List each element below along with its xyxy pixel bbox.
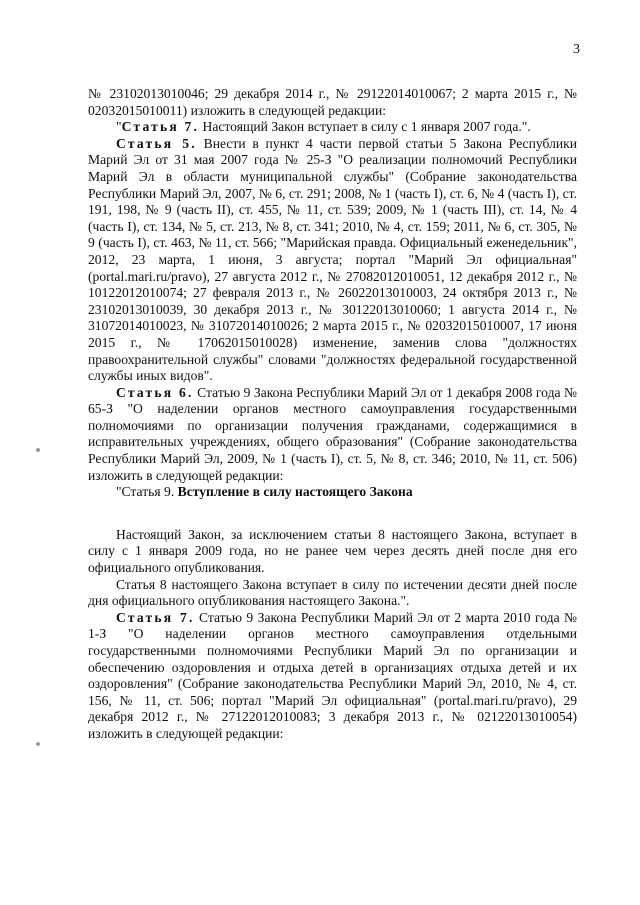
article-6-text: Статью 9 Закона Республики Марий Эл от 1 декабря 2008 года № 65-З "О наделении органов местного самоуправления государственными полномочиями по организации получения гражданами, содержащимися в исправительных учреждениях, общего образования" (Собрание законодательства Республики Марий Эл, 2009, № 1 (часть I), ст. 5, № 8, ст. 346; 2010, № 11, ст. 506) изложить в следующей редакции: — [88, 384, 578, 483]
article-6-label: Статья 6. — [116, 384, 194, 400]
paragraph-continuation: № 23102013010046; 29 декабря 2014 г., № 29122014010067; 2 марта 2015 г., № 02032015010011) изложить в следующей редакции: — [88, 86, 577, 118]
blank-line — [88, 501, 577, 527]
article-9-title: Вступление в силу настоящего Закона — [177, 484, 413, 500]
article-5-label: Статья 5. — [116, 135, 197, 151]
paragraph-law-entry-1: Настоящий Закон, за исключением статьи 8 настоящего Закона, вступает в силу с 1 января 2009 года, но не ранее чем через десять дней после дня его официального опубликования. — [88, 526, 577, 576]
scan-mark — [36, 448, 40, 452]
page-number: 3 — [573, 42, 580, 57]
paragraph-law-entry-2: Статья 8 настоящего Закона вступает в силу по истечении десяти дней после дня официального опубликования настоящего Закона.". — [88, 576, 577, 609]
article-9-prefix: "Статья 9. — [116, 484, 178, 500]
paragraph-article-9-heading — [88, 484, 577, 501]
article-7-label: Статья 7. — [116, 609, 195, 625]
article-label: Статья 7. — [121, 119, 200, 135]
paragraph-article-7-quote — [88, 119, 577, 136]
paragraph-article-6 — [88, 385, 577, 485]
scan-mark — [36, 742, 40, 746]
open-quote: " — [116, 119, 122, 135]
article-7-text: Статью 9 Закона Республики Марий Эл от 2 марта 2010 года № 1-З "О наделении органов местного самоуправления отдельными государственными полномочиями Республики Марий Эл по организации и обеспечению оздоровления и отдыха детей в организациях отдыха детей и их оздоровления" (Собрание законодательства Республики Марий Эл, 2010, № 4, ст. 156, № 11, ст. 506; портал "Марий Эл официальная" (portal.mari.ru/pravo), 29 декабря 2012 г., № 27122012010083; 3 декабря 2013 г., № 02122013010054) изложить в следующей редакции: — [88, 609, 577, 741]
paragraph-article-7 — [88, 610, 577, 743]
paragraph-article-5 — [88, 136, 577, 385]
document-body — [88, 86, 577, 743]
article-5-text: Внести в пункт 4 части первой статьи 5 Закона Республики Марий Эл от 31 мая 2007 года № 25-З "О реализации полномочий Республики Марий Эл в области муниципальной службы" (Собрание законодательства Республики Марий Эл, 2007, № 6, ст. 291; 2008, № 1 (часть I), ст. 6, № 4 (часть I), ст. 191, 198, № 9 (часть II), ст. 455, № 11, ст. 539; 2009, № 1 (часть III), ст. 14, № 4 (часть I), ст. 134, № 5, ст. 213, № 8, ст. 341; 2010, № 4, ст. 159; 2011, № 6, ст. 305, № 9 (часть I), ст. 463, № 11, ст. 566; "Марийская правда. Официальный еженедельник", 2012, 23 марта, 1 июня, 3 августа; портал "Марий Эл официальная" (portal.mari.ru/pravo), 27 августа 2012 г., № 27082012010051, 12 декабря 2012 г., № 10122012010074; 27 февраля 2013 г., № 26022013010003, 24 октября 2013 г., № 23102013010039, 30 декабря 2013 г., № 30122013010060; 1 августа 2014 г., № 31072014010023, № 31072014010026; 2 марта 2015 г., № 02032015010007, 17 июня 2015 г., № 17062015010028) изменение, заменив слова "должностях правоохранительной службы" словами "должностях федеральной государственной службы иных видов". — [88, 135, 578, 384]
article-text: Настоящий Закон вступает в силу с 1 января 2007 года.". — [199, 119, 531, 135]
